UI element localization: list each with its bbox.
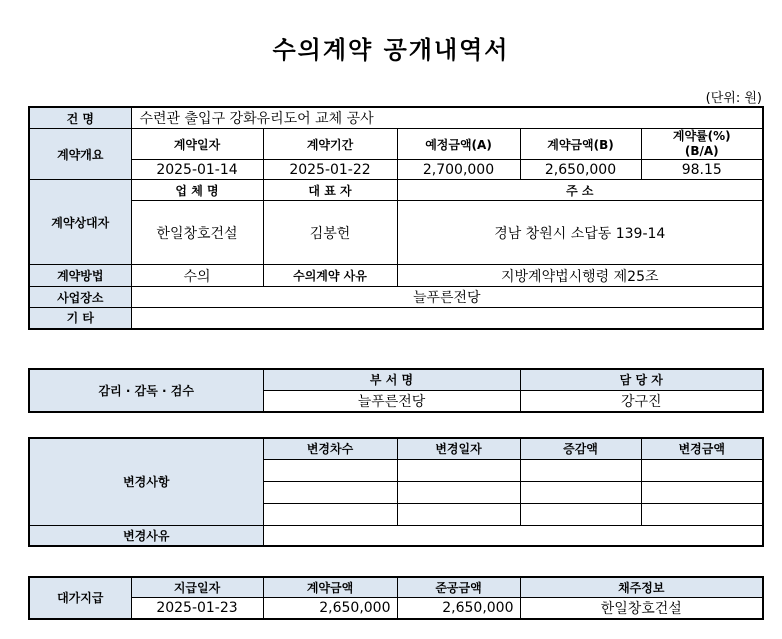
- party-label: 계약상대자: [29, 180, 131, 265]
- change-reason-label: 변경사유: [29, 525, 263, 546]
- table-cell: [520, 503, 641, 525]
- table-cell: [397, 459, 520, 481]
- supervision-table: [28, 368, 764, 413]
- table-cell: [263, 481, 397, 503]
- overview-label: 계약개요: [29, 129, 131, 180]
- method-value: 수의: [131, 265, 263, 287]
- party-header: 주 소: [397, 180, 763, 201]
- contract-table: [28, 106, 764, 330]
- unit-note: (단위: 원): [705, 91, 762, 106]
- site-label: 사업장소: [29, 287, 131, 308]
- manager-header: 담 당 자: [520, 369, 763, 390]
- payment-table: [28, 576, 764, 620]
- table-cell: [397, 481, 520, 503]
- payment-header: 지급일자: [131, 577, 263, 597]
- method-label: 계약방법: [29, 265, 131, 287]
- overview-header: 계약기간: [263, 129, 397, 160]
- reason-value: 지방계약법시행령 제25조: [397, 265, 763, 287]
- table-cell: [520, 459, 641, 481]
- address: 경남 창원시 소답동 139-14: [397, 201, 763, 265]
- party-header: 업 체 명: [131, 180, 263, 201]
- payment-header: 채주정보: [520, 577, 763, 597]
- dept-value: 늘푸른전당: [263, 390, 520, 412]
- payment-date: 2025-01-23: [131, 597, 263, 619]
- overview-header: 예정금액(A): [397, 129, 520, 160]
- table-cell: [641, 481, 763, 503]
- changes-label: 변경사항: [29, 438, 263, 525]
- contract-rate: 98.15: [641, 160, 763, 180]
- estimated-amount: 2,700,000: [397, 160, 520, 180]
- change-header: 증감액: [520, 438, 641, 459]
- payment-header: 준공금액: [397, 577, 520, 597]
- table-cell: [263, 503, 397, 525]
- table-cell: [641, 503, 763, 525]
- contract-date: 2025-01-14: [131, 160, 263, 180]
- party-header: 대 표 자: [263, 180, 397, 201]
- changes-table: [28, 437, 764, 547]
- site-value: 늘푸른전당: [131, 287, 763, 308]
- supervision-label: 감리 · 감독 · 검수: [29, 369, 263, 412]
- payment-header: 계약금액: [263, 577, 397, 597]
- overview-header: 계약률(%) (B/A): [641, 129, 763, 160]
- table-cell: [397, 503, 520, 525]
- overview-header: 계약금액(B): [520, 129, 641, 160]
- contract-name: 수련관 출입구 강화유리도어 교체 공사: [131, 107, 763, 129]
- reason-label: 수의계약 사유: [263, 265, 397, 287]
- name-label: 건 명: [29, 107, 131, 129]
- dept-header: 부 서 명: [263, 369, 520, 390]
- payment-label: 대가지급: [29, 577, 131, 619]
- contract-amount: 2,650,000: [520, 160, 641, 180]
- table-cell: [641, 459, 763, 481]
- change-header: 변경일자: [397, 438, 520, 459]
- payment-contract-amount: 2,650,000: [263, 597, 397, 619]
- change-reason-value: [263, 525, 763, 546]
- table-cell: [263, 459, 397, 481]
- overview-header: 계약일자: [131, 129, 263, 160]
- payment-completion-amount: 2,650,000: [397, 597, 520, 619]
- change-header: 변경금액: [641, 438, 763, 459]
- etc-value: [131, 308, 763, 329]
- representative: 김봉헌: [263, 201, 397, 265]
- contract-period: 2025-01-22: [263, 160, 397, 180]
- payee-info: 한일창호건설: [520, 597, 763, 619]
- etc-label: 기 타: [29, 308, 131, 329]
- table-cell: [520, 481, 641, 503]
- manager-value: 강구진: [520, 390, 763, 412]
- change-header: 변경차수: [263, 438, 397, 459]
- company-name: 한일창호건설: [131, 201, 263, 265]
- page-title: 수의계약 공개내역서: [272, 36, 510, 64]
